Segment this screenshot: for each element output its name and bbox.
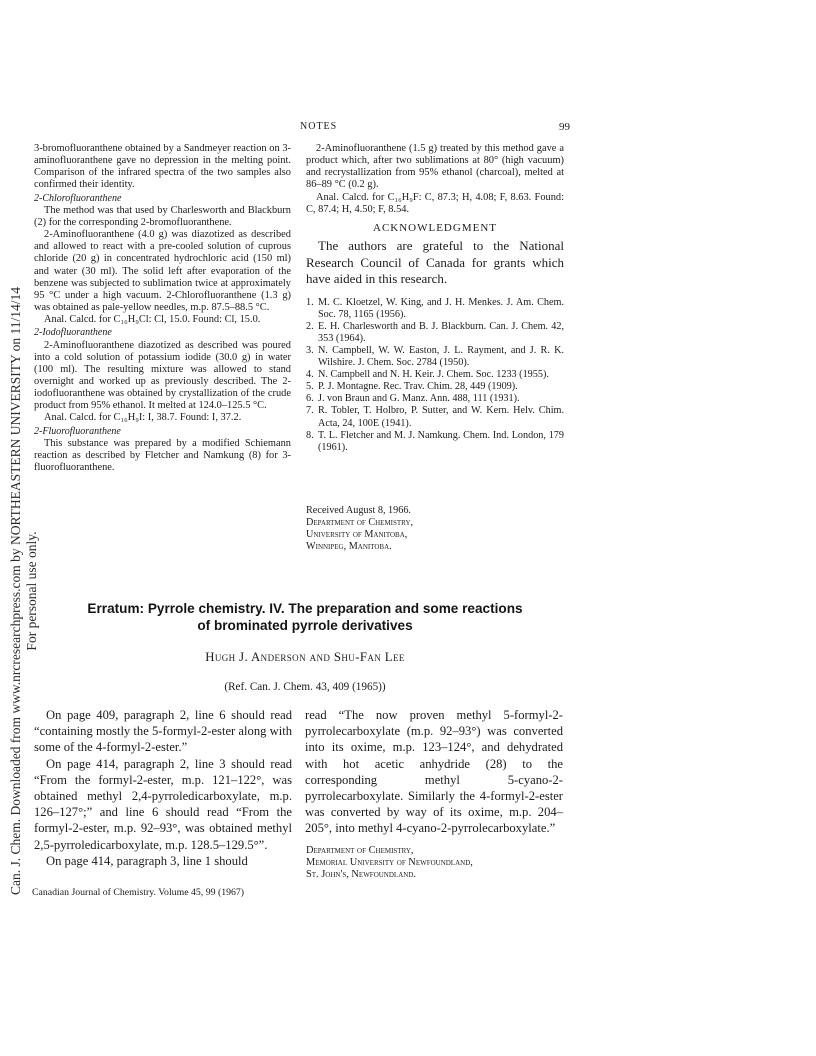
received-date: Received August 8, 1966. [306,505,411,516]
reference-item [306,405,564,429]
acknowledgment-heading: ACKNOWLEDGMENT [373,221,497,234]
acknowledgment-text: The authors are grateful to the National Research Council of Canada for grants which have aided in this research. [306,238,564,287]
affiliation-university: Memorial University of Newfoundland, [306,857,473,869]
erratum-affiliation [306,845,566,882]
affiliation-department: Department of Chemistry, [306,845,414,856]
right-column [306,143,564,454]
erratum-reference: (Ref. Can. J. Chem. 43, 409 (1965)) [224,681,386,693]
reference-text: P. J. Montagne. Rec. Trav. Chim. 28, 449 (1909). [318,381,518,393]
reference-number: 7. [306,405,314,417]
affiliation-city: Winnipeg, Manitoba. [306,541,392,553]
left-column [34,143,291,474]
erratum-title-line1: Erratum: Pyrrole chemistry. IV. The preparation and some reactions [87,601,523,616]
reference-text: J. von Braun and G. Manz. Ann. 488, 111 (1931). [318,393,520,405]
reference-item [306,393,564,405]
analysis-line: Anal. Calcd. for C₁₆H₉Cl: Cl, 15.0. Found: Cl, 15.0. [44,314,261,326]
download-notice-line2: For personal use only. [24,531,39,651]
paragraph: The method was that used by Charlesworth and Blackburn (2) for the corresponding 2-bromofluoranthene. [34,204,291,228]
reference-item [306,369,564,381]
reference-text: E. H. Charlesworth and B. J. Blackburn. Can. J. Chem. 42, 353 (1964). [318,320,564,344]
reference-text: N. Campbell and N. H. Keir. J. Chem. Soc. 1233 (1955). [318,369,549,381]
paragraph: 2-Aminofluoranthene (1.5 g) treated by this method gave a product which, after two sublimations at 80° (high vacuum) and recrystallization from 95% ethanol (charcoal), melted at 86–89 °C (0.2 g). [306,143,564,191]
download-notice-line1: Can. J. Chem. Downloaded from www.nrcresearchpress.com by NORTHEASTERN UNIVERSITY on 11/14/14 [8,286,23,896]
reference-number: 2. [306,320,314,332]
reference-number: 8. [306,429,314,441]
page-number: 99 [559,121,570,133]
received-block [306,505,564,553]
affiliation-department: Department of Chemistry, [306,517,414,529]
reference-text: M. C. Kloetzel, W. King, and J. H. Menkes. J. Am. Chem. Soc. 78, 1165 (1956). [318,296,564,320]
paragraph: On page 414, paragraph 3, line 1 should [46,853,248,868]
reference-number: 4. [306,369,314,381]
erratum-title-line2: of brominated pyrrole derivatives [197,618,413,633]
reference-list [306,297,564,454]
affiliation-university: University of Manitoba, [306,529,408,541]
reference-item [306,297,564,321]
paragraph: On page 414, paragraph 2, line 3 should read “From the formyl-2-ester, m.p. 121–122°, was obtained methyl 2,4-pyrroledicarboxylate, m.p. 126–127°;” and line 6 should read “From the formyl-2-ester, m.p. 92–93°, was obtained methyl 2,5-pyrroledicarboxylate, m.p. 128.5–129.5°”. [34,756,292,852]
section-heading-iodo: 2-Iodofluoranthene [34,327,112,339]
analysis-line: Anal. Calcd. for C₁₆H₉I: I, 38.7. Found: I, 37.2. [44,412,242,424]
reference-text: R. Tobler, T. Holbro, P. Sutter, and W. Kern. Helv. Chim. Acta, 24, 100E (1941). [318,405,564,429]
reference-text: T. L. Fletcher and M. J. Namkung. Chem. Ind. London, 179 (1961). [318,429,564,453]
journal-footer: Canadian Journal of Chemistry. Volume 45, 99 (1967) [32,887,245,898]
running-head [40,121,570,135]
paragraph: 2-Aminofluoranthene (4.0 g) was diazotized as described and allowed to react with a pre-cooled solution of cuprous chloride (20 g) in concentrated hydrochloric acid (150 ml) and water (30 ml). The solid left after evaporation of the benzene was subjected to sublimation twice at approximately 95 °C under a high vacuum. 2-Chlorofluoranthene (1.3 g) was obtained as pale-yellow needles, m.p. 87.5–88.5 °C. [34,229,291,314]
reference-number: 5. [306,381,314,393]
paragraph: read “The now proven methyl 5-formyl-2-pyrrolecarboxylate (m.p. 92–93°) was converted into its oxime, m.p. 123–124°, and dehydrated with hot acetic anhydride (28) to the corresponding methyl 5-cyano-2-pyrrolecarboxylate. Similarly the 4-formyl-2-ester was converted by way of its oxime, m.p. 204–205°, into methyl 4-cyano-2-pyrrolecarboxylate.” [305,708,563,836]
reference-number: 3. [306,344,314,356]
running-head-title: NOTES [300,121,338,132]
reference-item [306,345,564,369]
erratum-left-column [34,707,292,869]
erratum-authors: Hugh J. Anderson and Shu-Fan Lee [205,650,405,664]
analysis-line: Anal. Calcd. for C₁₆H₉F: C, 87.3; H, 4.08; F, 8.63. Found: C, 87.4; H, 4.50; F, 8.54. [306,191,564,215]
reference-number: 6. [306,393,314,405]
erratum-right-column [305,707,563,837]
erratum-title [40,600,570,634]
section-heading-fluoro: 2-Fluorofluoranthene [34,425,121,437]
paragraph: This substance was prepared by a modified Schiemann reaction as described by Fletcher and Namkung (8) for 3-fluorofluoranthene. [34,437,291,474]
reference-item [306,381,564,393]
reference-text: N. Campbell, W. W. Easton, J. L. Rayment, and J. R. K. Wilshire. J. Chem. Soc. 2784 (1950). [318,344,564,369]
section-heading-chloro: 2-Chlorofluoranthene [34,192,122,204]
paragraph: On page 409, paragraph 2, line 6 should read “containing mostly the 5-formyl-2-ester along with some of the 4-formyl-2-ester.” [34,708,292,755]
paragraph: 2-Aminofluoranthene diazotized as described was poured into a cold solution of potassium iodide (30.0 g) in water (100 ml). The resulting mixture was allowed to stand overnight and worked up as previously described. The 2-iodofluoranthene was obtained by crystallization of the crude product from 95% ethanol. It melted at 124.0–125.5 °C. [34,339,291,412]
paragraph: 3-bromofluoranthene obtained by a Sandmeyer reaction on 3-aminofluoranthene gave no depression in the melting point. Comparison of the infrared spectra of the two samples also confirmed their identity. [34,143,291,191]
reference-item [306,321,564,345]
affiliation-city: St. John's, Newfoundland. [306,869,416,881]
reference-item [306,430,564,454]
reference-number: 1. [306,296,314,308]
